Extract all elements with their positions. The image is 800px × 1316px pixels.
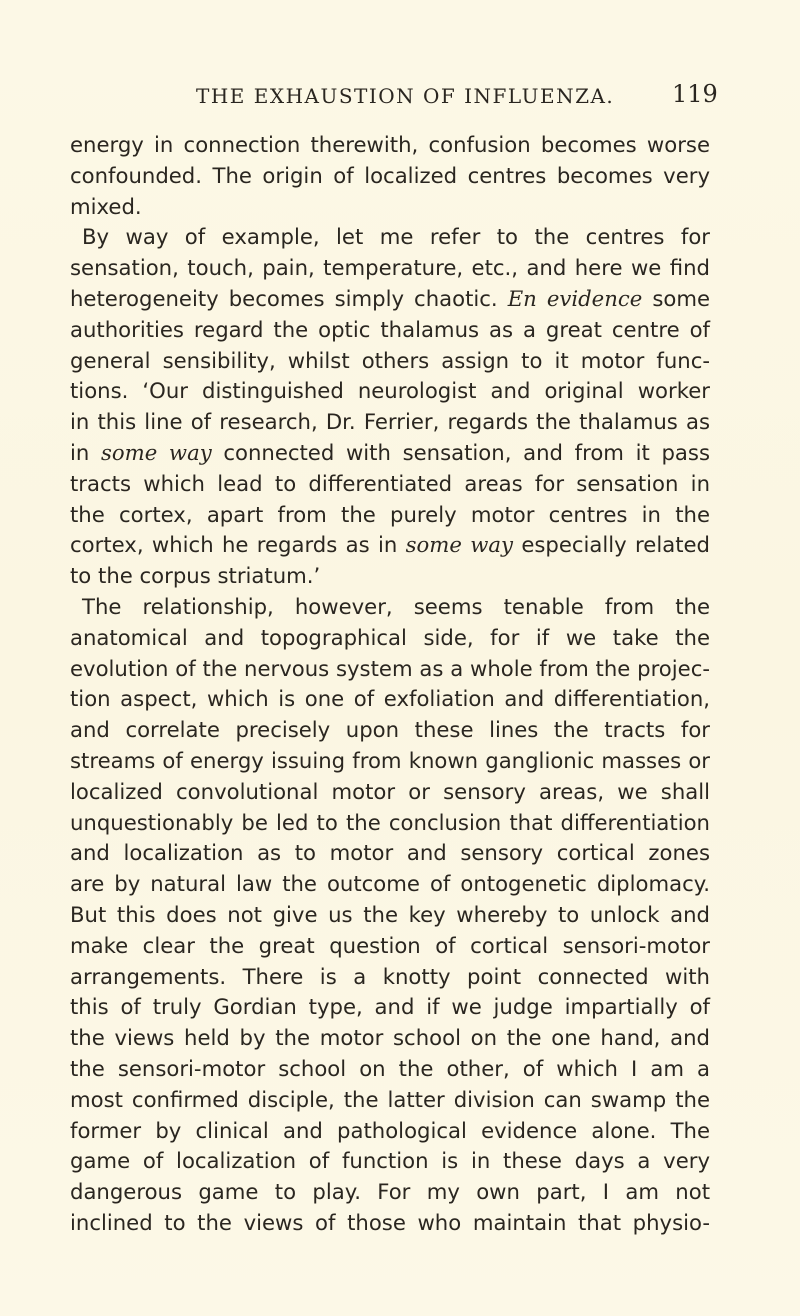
text-segment: connected with sensation, and from it pass [211, 439, 710, 465]
text-line: unquestionably be led to the conclusion that differentiation [70, 809, 710, 835]
text-line: streams of energy issuing from known ganglionic masses or [70, 747, 710, 773]
text-line: tion aspect, which is one of exfoliation and differentiation, [70, 686, 710, 712]
text-segment: cortex, which he regards as in [70, 532, 406, 558]
text-line [70, 438, 710, 469]
text-line: and correlate precisely upon these lines the tracts for [70, 717, 710, 743]
text-line: in this line of research, Dr. Ferrier, regards the thalamus as [70, 409, 710, 435]
text-line: make clear the great question of cortical sensori-motor [70, 932, 710, 958]
text-line: mixed. [70, 193, 142, 219]
text-line [70, 530, 710, 561]
paragraph-start-line: By way of example, let me refer to the centres for [82, 224, 710, 250]
text-line: localized convolutional motor or sensory areas, we shall [70, 778, 710, 804]
italic-phrase: some way [405, 532, 513, 558]
paragraph-start-line: The relationship, however, seems tenable from the [82, 593, 710, 619]
text-line: and localization as to motor and sensory cortical zones [70, 840, 710, 866]
text-segment: heterogeneity becomes simply chaotic. [70, 285, 508, 311]
text-line: general sensibility, whilst others assign to it motor func- [70, 347, 710, 373]
text-line: dangerous game to play. For my own part, I am not [70, 1179, 710, 1205]
text-line: the views held by the motor school on the one hand, and [70, 1025, 710, 1051]
text-line: tions. ‘Our distinguished neurologist and original worker [70, 378, 710, 404]
text-line: the cortex, apart from the purely motor centres in the [70, 501, 710, 527]
body-text [70, 130, 710, 1239]
text-line: game of localization of function is in these days a very [70, 1148, 710, 1174]
text-line: But this does not give us the key whereby to unlock and [70, 901, 710, 927]
running-head [196, 80, 716, 120]
italic-phrase: En evidence [507, 285, 643, 311]
text-line: arrangements. There is a knotty point connected with [70, 963, 710, 989]
text-line: are by natural law the outcome of ontogenetic diplomacy. [70, 871, 710, 897]
text-line [70, 284, 710, 315]
text-line: confounded. The origin of localized centres becomes very [70, 162, 710, 188]
text-line: tracts which lead to differentiated areas for sensation in [70, 470, 710, 496]
text-line: evolution of the nervous system as a whole from the projec- [70, 655, 710, 681]
text-line: sensation, touch, pain, temperature, etc., and here we find [70, 255, 710, 281]
italic-phrase: some way [101, 439, 212, 465]
running-title: THE EXHAUSTION OF INFLUENZA. [196, 84, 615, 108]
text-segment: especially related [512, 532, 710, 558]
text-line: authorities regard the optic thalamus as a great centre of [70, 316, 710, 342]
text-line: most confirmed disciple, the latter division can swamp the [70, 1086, 710, 1112]
text-line: anatomical and topographical side, for if we take the [70, 624, 710, 650]
text-segment: in [70, 439, 101, 465]
text-segment: some [642, 285, 710, 311]
text-line: the sensori-motor school on the other, of which I am a [70, 1055, 710, 1081]
text-line: this of truly Gordian type, and if we judge impartially of [70, 994, 710, 1020]
page-number: 119 [672, 80, 718, 108]
text-line: inclined to the views of those who maintain that physio- [70, 1209, 710, 1235]
text-line: former by clinical and pathological evidence alone. The [70, 1117, 710, 1143]
text-line: energy in connection therewith, confusion becomes worse [70, 132, 710, 157]
text-line: to the corpus striatum.’ [70, 563, 321, 589]
